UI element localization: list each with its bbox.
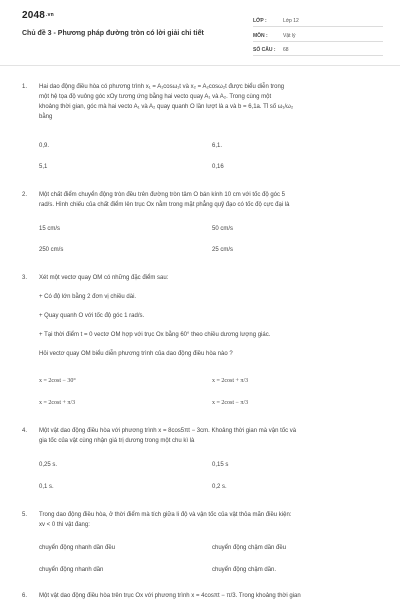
answer-option[interactable]: 0,25 s. <box>39 462 58 468</box>
answer-option[interactable]: 25 cm/s <box>212 247 234 253</box>
question-4: 4. Một vật dao động điều hòa với phương trình x = 8cos5πt − 3cm. Khoảng thời gian mà vận tốc và gia tốc của vật cùng nhận giá trị dương trong một chu kì là <box>22 426 382 446</box>
page-header <box>0 0 400 66</box>
answer-option[interactable]: chuyển động chậm dần đều <box>212 545 287 551</box>
question-stem: Hai dao động điều hòa có phương trình x₁ = A₁cosω₁t và x₂ = A₂cosω₂t được biểu diễn trong một hệ tọa độ vuông góc xOy tương ứng bằng hai vecto quay A₁ và A₂. Trong cùng một khoảng thời gian, góc mà hai vecto A₁ và A₂ quay quanh O lần lượt là a và b = 6,1a. Tỉ số ω₁/ω₂ bằng <box>39 84 294 120</box>
question-6: 6. Một vật dao động điều hòa trên trục Ox với phương trình x = 4cosπt − π/3. Trong khoảng thời gian <box>22 591 382 600</box>
meta-grade: LỚP : Lớp 12 <box>253 13 383 27</box>
question-stem: Trong dao động điều hòa, ở thời điểm mà tích giữa li độ và vận tốc của vật thỏa mãn điều kiện: xv < 0 thì vật đang: <box>39 512 292 528</box>
answer-option[interactable]: 0,15 s <box>212 462 229 468</box>
answer-option[interactable]: x = 2cost − 30° <box>39 378 76 384</box>
answer-option[interactable]: 15 cm/s <box>39 226 61 232</box>
question-2: 2. Một chất điểm chuyển động tròn đều trên đường tròn tâm O bán kính 10 cm với tốc độ góc 5 rad/s. Hình chiếu của chất điểm lên trục Ox nằm trong mặt phẳng quỹ đạo có tốc độ cực đại là <box>22 190 382 210</box>
answer-option[interactable]: chuyển động nhanh dần <box>39 567 104 573</box>
answer-option[interactable]: chuyển động chậm dần. <box>212 567 277 573</box>
meta-question-count: SỐ CÂU : 68 <box>253 42 383 56</box>
answer-option[interactable]: x = 2cost + π/3 <box>212 378 249 384</box>
question-stem: Một vật dao động điều hòa trên trục Ox với phương trình x = 4cosπt − π/3. Trong khoảng thời gian <box>39 593 301 599</box>
answer-option[interactable]: 0,2 s. <box>212 484 227 490</box>
page-title: Chủ đề 3 - Phương pháp đường tròn có lời giải chi tiết <box>22 30 204 37</box>
answer-option[interactable]: 250 cm/s <box>39 247 64 253</box>
question-stem: Một chất điểm chuyển động tròn đều trên đường tròn tâm O bán kính 10 cm với tốc độ góc 5 rad/s. Hình chiếu của chất điểm lên trục Ox nằm trong mặt phẳng quỹ đạo có tốc độ cực đại là <box>39 192 290 208</box>
answer-option[interactable]: 0,1 s. <box>39 484 54 490</box>
question-stem: Một vật dao động điều hòa với phương trình x = 8cos5πt − 3cm. Khoảng thời gian mà vận tốc và gia tốc của vật cùng nhận giá trị dương trong một chu kì là <box>39 428 297 444</box>
answer-option[interactable]: 0,9. <box>39 143 50 149</box>
answer-option[interactable]: 5,1 <box>39 164 48 170</box>
answer-option[interactable]: x = 2cost − π/3 <box>212 400 249 406</box>
question-stem: Xét một vectơ quay OM có những đặc điểm sau: + Có độ lớn bằng 2 đơn vị chiều dài. + Quay quanh O với tốc độ góc 1 rad/s. + Tại thời điểm t = 0 vectơ OM hợp với trục Ox bằng 60° theo chiều dương lượng giác. Hỏi vectơ quay OM biểu diễn phương trình của dao động điều hòa nào ? <box>39 275 271 357</box>
question-5: 5. Trong dao động điều hòa, ở thời điểm mà tích giữa li độ và vận tốc của vật thỏa mãn điều kiện: xv < 0 thì vật đang: <box>22 510 382 530</box>
site-logo[interactable]: 2048.vn <box>22 10 54 21</box>
answer-option[interactable]: 6,1. <box>212 143 223 149</box>
answer-option[interactable]: x = 2cost + π/3 <box>39 400 76 406</box>
question-1: 1. Hai dao động điều hòa có phương trình x₁ = A₁cosω₁t và x₂ = A₂cosω₂t được biểu diễn trong một hệ tọa độ vuông góc xOy tương ứng bằng hai vecto quay A₁ và A₂. Trong cùng một khoảng thời gian, góc mà hai vecto A₁ và A₂ quay quanh O lần lượt là a và b = 6,1a. Tỉ số ω₁/ω₂ bằng <box>22 82 382 122</box>
answer-option[interactable]: chuyển động nhanh dần đều <box>39 545 116 551</box>
answer-option[interactable]: 50 cm/s <box>212 226 234 232</box>
question-3: 3. Xét một vectơ quay OM có những đặc điểm sau: + Có độ lớn bằng 2 đơn vị chiều dài. + Quay quanh O với tốc độ góc 1 rad/s. + Tại thời điểm t = 0 vectơ OM hợp với trục Ox bằng 60° theo chiều dương lượng giác. Hỏi vectơ quay OM biểu diễn phương trình của dao động điều hòa nào ? <box>22 273 382 359</box>
answer-option[interactable]: 0,16 <box>212 164 224 170</box>
meta-subject: MÔN : Vật lý <box>253 28 383 42</box>
